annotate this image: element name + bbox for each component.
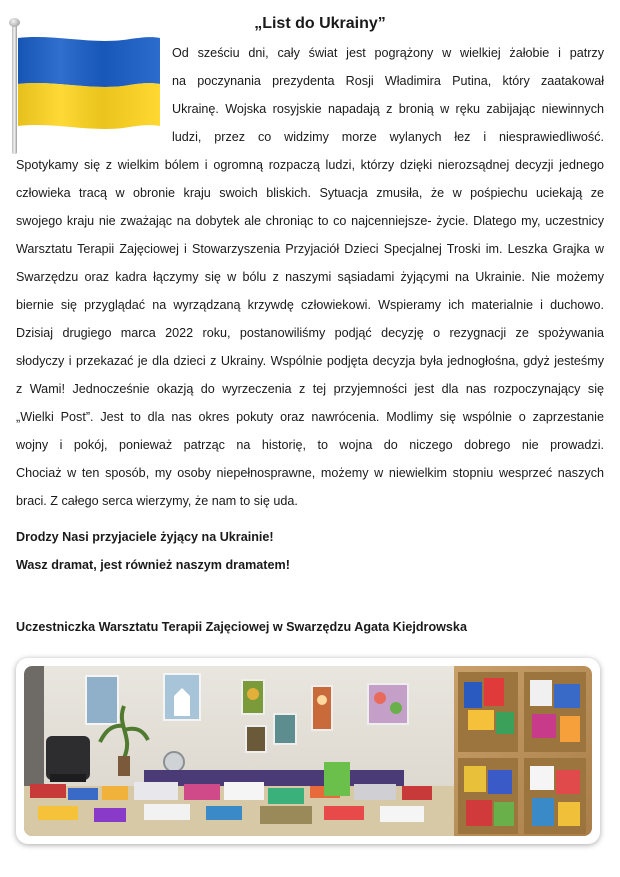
donation-photo-frame	[16, 658, 600, 844]
body-line: Chociaż w ten sposób, my osoby niepełnosprawne, możemy w niewielkim stopniu wesprzeć naszych	[16, 466, 604, 480]
body-line: biernie się przyglądać na wyrządzaną krzywdę człowiekowi. Wspieramy ich materialnie i duchowo.	[16, 298, 604, 312]
body-line: Warsztatu Terapii Zajęciowej i Stowarzyszenia Przyjaciół Dzieci Specjalnej Troski im. Leszka Grajka w	[16, 242, 604, 256]
body-line: człowieka tracą w obronie kraju swoich bliskich. Sytuacja zmusiła, że w pośpiechu uciekają ze	[16, 186, 604, 200]
greeting-line-2: Wasz dramat, jest również naszym dramatem!	[16, 558, 290, 572]
flagpole-finial	[9, 18, 20, 27]
body-line: na poczynania prezydenta Rosji Władimira Putina, który zaatakował	[172, 74, 604, 88]
body-line: ludzi, przez co widzimy morze wylanych łez i niesprawiedliwość.	[172, 130, 604, 144]
ukraine-flag-icon	[18, 34, 160, 130]
body-line: z Wami! Jednocześnie okazją do wyrzeczenia z tej przyjemności jest dla nas rozpoczynający się	[16, 382, 604, 396]
body-line: swojego kraju nie zważając na dobytek ale chroniąc to co najcenniejsze- życie. Dlatego my, uczestnicy	[16, 214, 604, 228]
letter-title: „List do Ukrainy”	[254, 15, 386, 32]
body-line: wojny i pokój, ponieważ patrząc na historię, to wojna do niczego dobrego nie prowadzi.	[16, 438, 604, 452]
body-line: Od sześciu dni, cały świat jest pogrążony w wielkiej żałobie i patrzy	[172, 46, 604, 60]
body-line: Dzisiaj drugiego marca 2022 roku, postanowiliśmy podjąć decyzję o rezygnacji ze spożywania	[16, 326, 604, 340]
body-line: Spotykamy się z wielkim bólem i ogromną rozpaczą ludzi, którzy dzięki nierozsądnej decyzji jednego	[16, 158, 604, 172]
body-line: braci. Z całego serca wierzymy, że nam to się uda.	[16, 494, 298, 508]
flagpole	[12, 24, 17, 154]
body-line: „Wielki Post”. Jest to dla nas okres pokuty oraz nawrócenia. Modlimy się wspólnie o zaprzestanie	[16, 410, 604, 424]
body-line: Swarzędzu oraz kadra łączymy się w bólu z naszymi sąsiadami żyjącymi na Ukrainie. Nie możemy	[16, 270, 604, 284]
ukraine-flag-image	[6, 18, 164, 156]
greeting-line-1: Drodzy Nasi przyjaciele żyjący na Ukrainie!	[16, 530, 274, 544]
donation-photo	[24, 666, 592, 836]
body-line: słodyczy i przekazać je dla dzieci z Ukrainy. Wspólnie podjęta decyzja była jednogłośna, gdyż jesteśmy	[16, 354, 604, 368]
signature: Uczestniczka Warsztatu Terapii Zajęciowej w Swarzędzu Agata Kiejdrowska	[16, 620, 467, 634]
body-line: Ukrainę. Wojska rosyjskie napadają z bronią w ręku zabijając niewinnych	[172, 102, 604, 116]
